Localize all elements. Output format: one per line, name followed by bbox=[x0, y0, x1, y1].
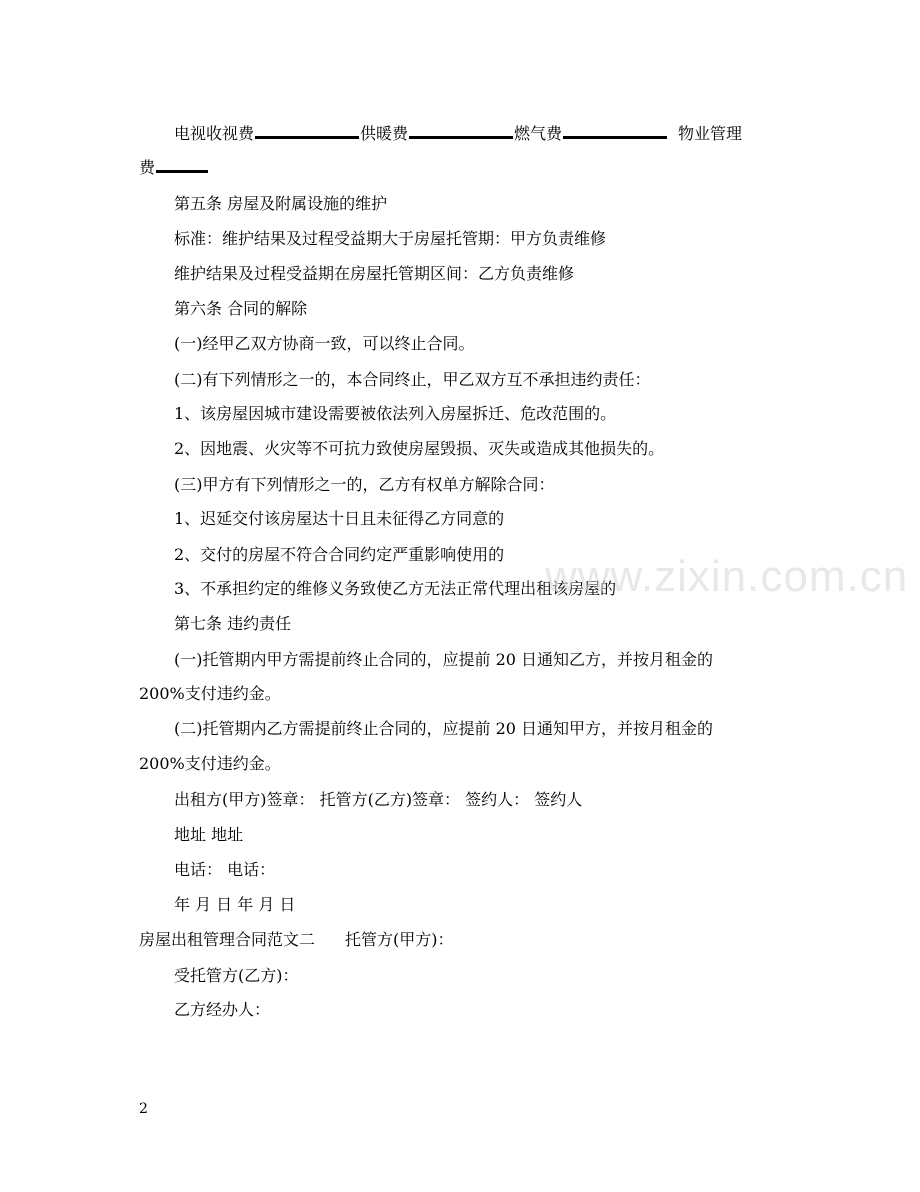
gas-fee-label: 燃气费 bbox=[514, 124, 563, 143]
phone-line: 电话： 电话： bbox=[174, 860, 276, 879]
article5-standard: 标准：维护结果及过程受益期大于房屋托管期：甲方负责维修 bbox=[174, 229, 607, 248]
second-contract-heading bbox=[139, 930, 454, 950]
tv-fee-label: 电视收视费 bbox=[174, 124, 255, 143]
article6-p2-item1: 1、该房屋因城市建设需要被依法列入房屋拆迁、危改范围的。 bbox=[174, 404, 617, 423]
article6-p3-item1: 1、迟延交付该房屋达十日且未征得乙方同意的 bbox=[174, 509, 505, 528]
article7-p2-line1: (二)托管期内乙方需提前终止合同的，应提前 20 日通知甲方，并按月租金的 bbox=[174, 719, 714, 738]
signature-line: 出租方(甲方)签章： 托管方(乙方)签章： 签约人： 签约人 bbox=[174, 790, 583, 809]
second-contract-title: 房屋出租管理合同范文二 bbox=[139, 930, 316, 949]
article7-p1-line2: 200%支付违约金。 bbox=[139, 684, 281, 703]
article7-p2-line2: 200%支付违约金。 bbox=[139, 754, 281, 773]
watermark: www.zixin.com.cn bbox=[545, 552, 909, 601]
tv-fee-blank bbox=[255, 124, 359, 139]
fees-line bbox=[174, 124, 742, 144]
date-line: 年 月 日 年 月 日 bbox=[174, 895, 296, 914]
article5-within: 维护结果及过程受益期在房屋托管期区间：乙方负责维修 bbox=[174, 264, 575, 283]
trustee-a-label: 托管方(甲方)： bbox=[345, 930, 454, 949]
property-fee-label-end: 费 bbox=[139, 158, 156, 177]
property-fee-label: 物业管理 bbox=[678, 124, 743, 143]
article6-p3-item3: 3、不承担约定的维修义务致使乙方无法正常代理出租该房屋的 bbox=[174, 579, 617, 598]
article5-title: 第五条 房屋及附属设施的维护 bbox=[174, 194, 388, 213]
article6-p1: (一)经甲乙双方协商一致，可以终止合同。 bbox=[174, 334, 475, 353]
heating-fee-blank bbox=[409, 124, 513, 139]
article6-title: 第六条 合同的解除 bbox=[174, 299, 308, 318]
article6-p2: (二)有下列情形之一的，本合同终止，甲乙双方互不承担违约责任： bbox=[174, 370, 651, 389]
article6-p2-item2: 2、因地震、火灾等不可抗力致使房屋毁损、灭失或造成其他损失的。 bbox=[174, 439, 665, 458]
heating-fee-label: 供暖费 bbox=[360, 124, 409, 143]
article6-p3-item2: 2、交付的房屋不符合合同约定严重影响使用的 bbox=[174, 545, 505, 564]
agent-label: 乙方经办人： bbox=[174, 1000, 271, 1019]
article7-p1-line1: (一)托管期内甲方需提前终止合同的，应提前 20 日通知乙方，并按月租金的 bbox=[174, 650, 714, 669]
gas-fee-blank bbox=[563, 124, 667, 139]
fees-line-continued bbox=[139, 158, 209, 178]
article7-title: 第七条 违约责任 bbox=[174, 614, 292, 633]
page-number: 2 bbox=[139, 1101, 148, 1117]
article6-p3: (三)甲方有下列情形之一的，乙方有权单方解除合同： bbox=[174, 475, 555, 494]
address-line: 地址 地址 bbox=[174, 825, 244, 844]
trustee-b-label: 受托管方(乙方)： bbox=[174, 966, 299, 985]
property-fee-blank bbox=[156, 158, 208, 173]
